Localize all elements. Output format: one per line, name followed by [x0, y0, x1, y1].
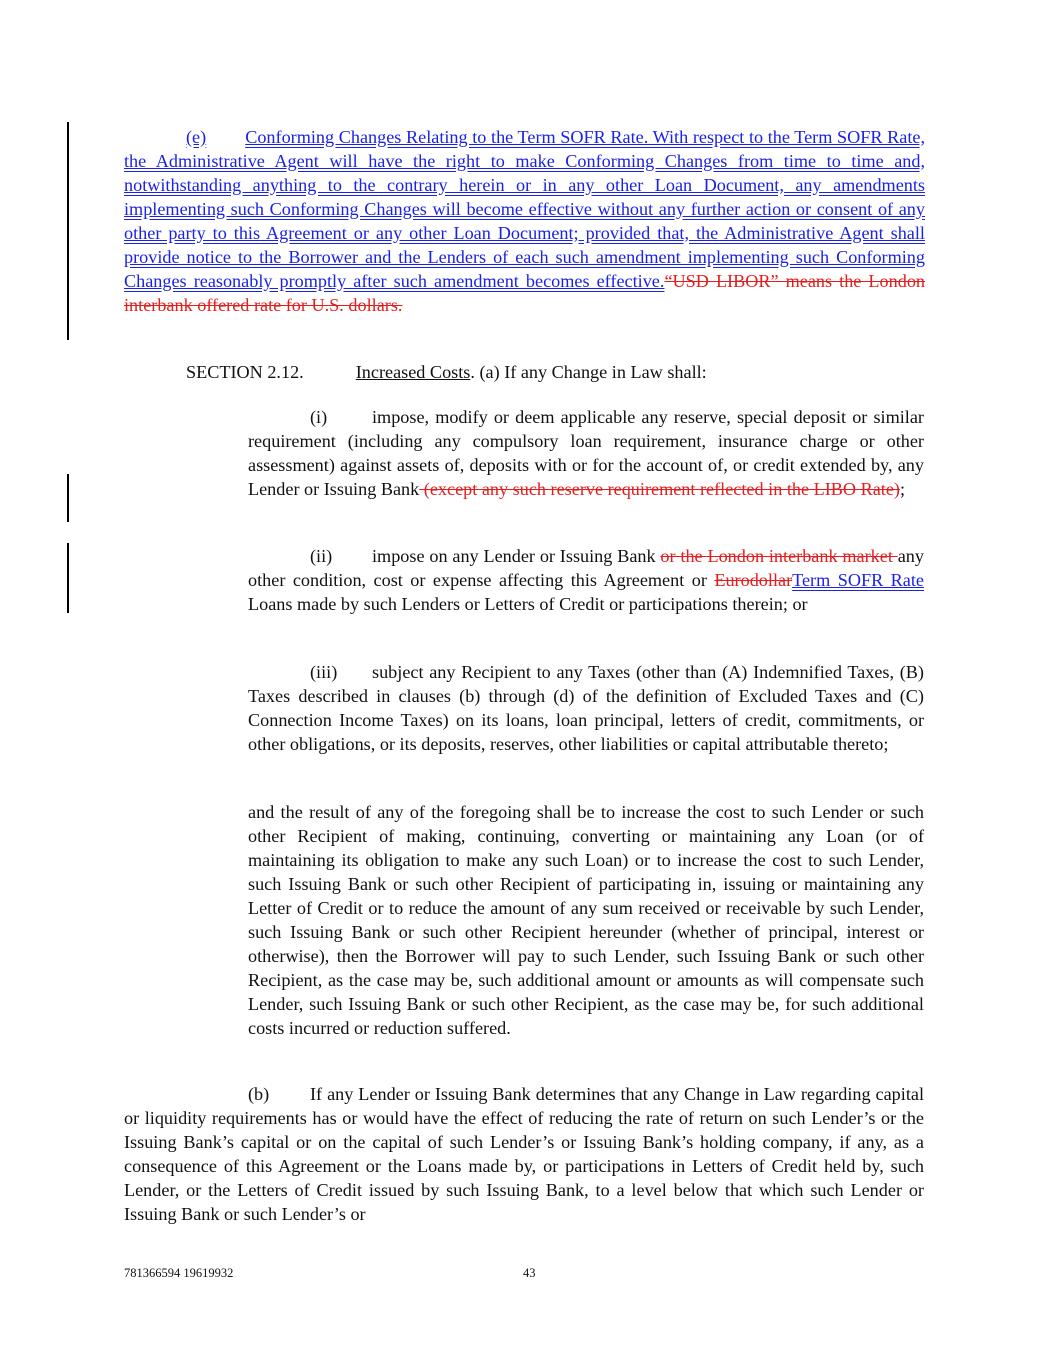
- clause-ii-text2: any other condition, cost or expense affecting this Agreement or: [248, 546, 924, 590]
- change-bar: [67, 474, 69, 522]
- clause-ii-deleted1: or the London interbank market: [660, 546, 898, 566]
- clause-ii-text1: impose on any Lender or Issuing Bank: [372, 546, 661, 566]
- section-e-label: (e): [186, 127, 207, 147]
- section-e-inserted-text: Conforming Changes Relating to the Term SOFR Rate. With respect to the Term SOFR Rate, the Administrative Agent will have the right to make Conforming Changes from time to time and, notwithstanding anything to the contrary herein or in any other Loan Document, any amendments implementing such Conforming Changes will become effective without any further action or consent of any other party to this Agreement or any other Loan Document; provided that, the Administrative Agent shall provide notice to the Borrower and the Lenders of each such amendment implementing such Conforming Changes reasonably promptly after such amendment becomes effective.: [124, 127, 925, 291]
- clause-iii-label: (iii): [310, 662, 338, 682]
- change-bar: [67, 122, 69, 340]
- clause-i-text: impose, modify or deem applicable any reserve, special deposit or similar requirement (including any compulsory loan requirement, insurance charge or other assessment) against assets of, deposits with or for the account of, or credit extended by, any Lender or Issuing Bank: [248, 407, 924, 499]
- clause-iii: [248, 660, 924, 756]
- footer-page-number: 43: [523, 1266, 536, 1280]
- section-intro: . (a) If any Change in Law shall:: [470, 362, 707, 382]
- clause-b-label: (b): [248, 1084, 270, 1104]
- clause-i-end: ;: [899, 479, 906, 499]
- section-e-paragraph: [124, 125, 925, 317]
- clause-ii-label: (ii): [310, 546, 333, 566]
- clause-i: [248, 405, 924, 501]
- clause-ii-inserted: Term SOFR Rate: [792, 570, 924, 590]
- clause-ii-deleted2: Eurodollar: [714, 570, 793, 590]
- clause-iii-text: subject any Recipient to any Taxes (other than (A) Indemnified Taxes, (B) Taxes described in clauses (b) through (d) of the definition of Excluded Taxes and (C) Connection Income Taxes) on its loans, loan principal, letters of credit, commitments, or other obligations, or its deposits, reserves, other liabilities or capital attributable thereto;: [248, 662, 924, 754]
- clause-i-deleted: (except any such reserve requirement reflected in the LIBO Rate): [419, 479, 900, 499]
- clause-b-text: If any Lender or Issuing Bank determines that any Change in Law regarding capital or liquidity requirements has or would have the effect of reducing the rate of return on such Lender’s or the Issuing Bank’s capital or on the capital of such Lender’s or Issuing Bank’s holding company, if any, as a consequence of this Agreement or the Loans made by, or participations in Letters of Credit held by, such Lender, or the Letters of Credit issued by such Issuing Bank, to a level below that which such Lender or Issuing Bank or such Lender’s or: [124, 1084, 924, 1224]
- clause-ii-text3: Loans made by such Lenders or Letters of Credit or participations therein; or: [248, 594, 808, 614]
- section-212-heading: [186, 360, 926, 384]
- clause-b: [124, 1082, 924, 1226]
- clause-ii: [248, 544, 924, 616]
- section-e-deleted-text: “USD LIBOR” means the London interbank offered rate for U.S. dollars.: [124, 271, 926, 315]
- change-bar: [67, 543, 69, 613]
- clause-i-label: (i): [310, 407, 328, 427]
- footer-doc-id: 781366594 19619932: [124, 1266, 234, 1280]
- section-number: SECTION 2.12.: [186, 362, 304, 382]
- result-paragraph: and the result of any of the foregoing shall be to increase the cost to such Lender or such other Recipient of making, continuing, converting or maintaining any Loan (or of maintaining its obligation to make any such Loan) or to increase the cost to such Lender, such Issuing Bank or such other Recipient of participating in, issuing or maintaining any Letter of Credit or to reduce the amount of any sum received or receivable by such Lender, such Issuing Bank or such other Recipient hereunder (whether of principal, interest or otherwise), then the Borrower will pay to such Lender, such Issuing Bank or such other Recipient, as the case may be, such additional amount or amounts as will compensate such Lender, such Issuing Bank or such other Recipient, as the case may be, for such additional costs incurred or reduction suffered.: [248, 802, 924, 1038]
- section-title: Increased Costs: [355, 362, 471, 382]
